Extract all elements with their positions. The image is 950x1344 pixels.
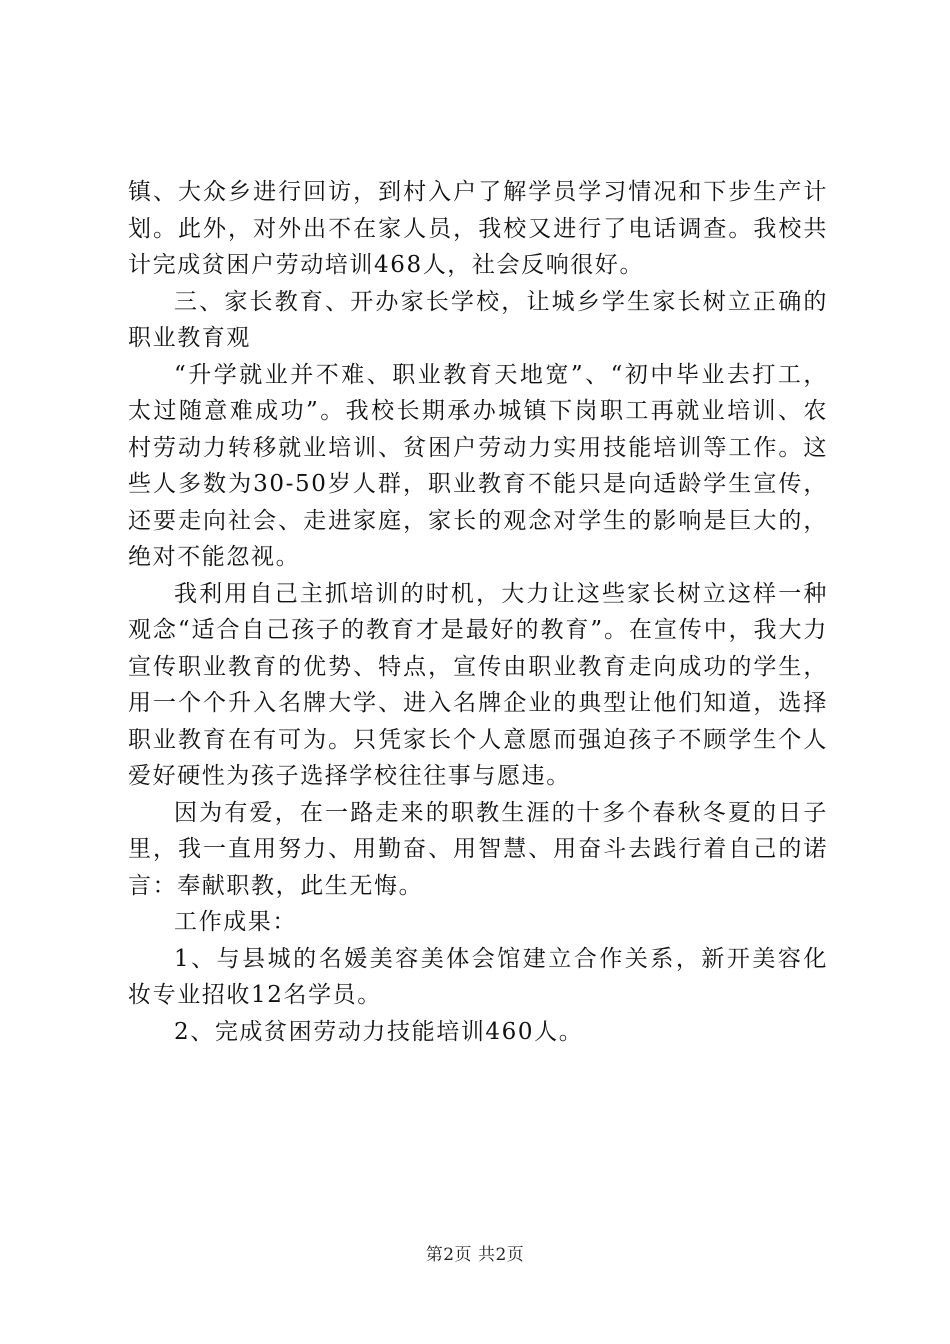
paragraph-8-result-item: 2、完成贫困劳动力技能培训460人。 [174, 1018, 584, 1045]
paragraph-3: “升学就业并不难、职业教育天地宽”、“初中毕业去打工，太过随意难成功”。我校长期承办城镇下岗职工再就业培训、农村劳动力转移就业培训、贫困户劳动力实用技能培训等工作。这些人多数为30-50岁人群，职业教育不能只是向适龄学生宣传，还要走向社会、走进家庭，家长的观念对学生的影响是巨大的，绝对不能忽视。 [128, 361, 828, 570]
paragraph-1: 镇、大众乡进行回访，到村入户了解学员学习情况和下步生产计划。此外，对外出不在家人员，我校又进行了电话调查。我校共计完成贫困户劳动培训468人，社会反响很好。 [128, 179, 828, 278]
paragraph-2-heading: 三、家长教育、开办家长学校，让城乡学生家长树立正确的职业教育观 [128, 288, 828, 351]
paragraph-6-results-heading: 工作成果： [174, 909, 297, 935]
paragraph-5: 因为有爱，在一路走来的职教生涯的十多个春秋冬夏的日子里，我一直用努力、用勤奋、用智慧、用奋斗去践行着自己的诺言：奉献职教，此生无悔。 [128, 799, 828, 899]
paragraph-7-result-item: 1、与县城的名媛美容美体会馆建立合作关系，新开美容化妆专业招收12名学员。 [128, 945, 828, 1008]
page-number-footer: 第2页 共2页 [425, 1245, 525, 1265]
document-body [128, 174, 828, 1050]
paragraph-4: 我利用自己主抓培训的时机，大力让这些家长树立这样一种观念“适合自己孩子的教育才是最好的教育”。在宣传中，我大力宣传职业教育的优势、特点，宣传由职业教育走向成功的学生，用一个个升入名牌大学、进入名牌企业的典型让他们知道，选择职业教育在有可为。只凭家长个人意愿而强迫孩子不顾学生个人爱好硬性为孩子选择学校往往事与愿违。 [128, 580, 828, 789]
